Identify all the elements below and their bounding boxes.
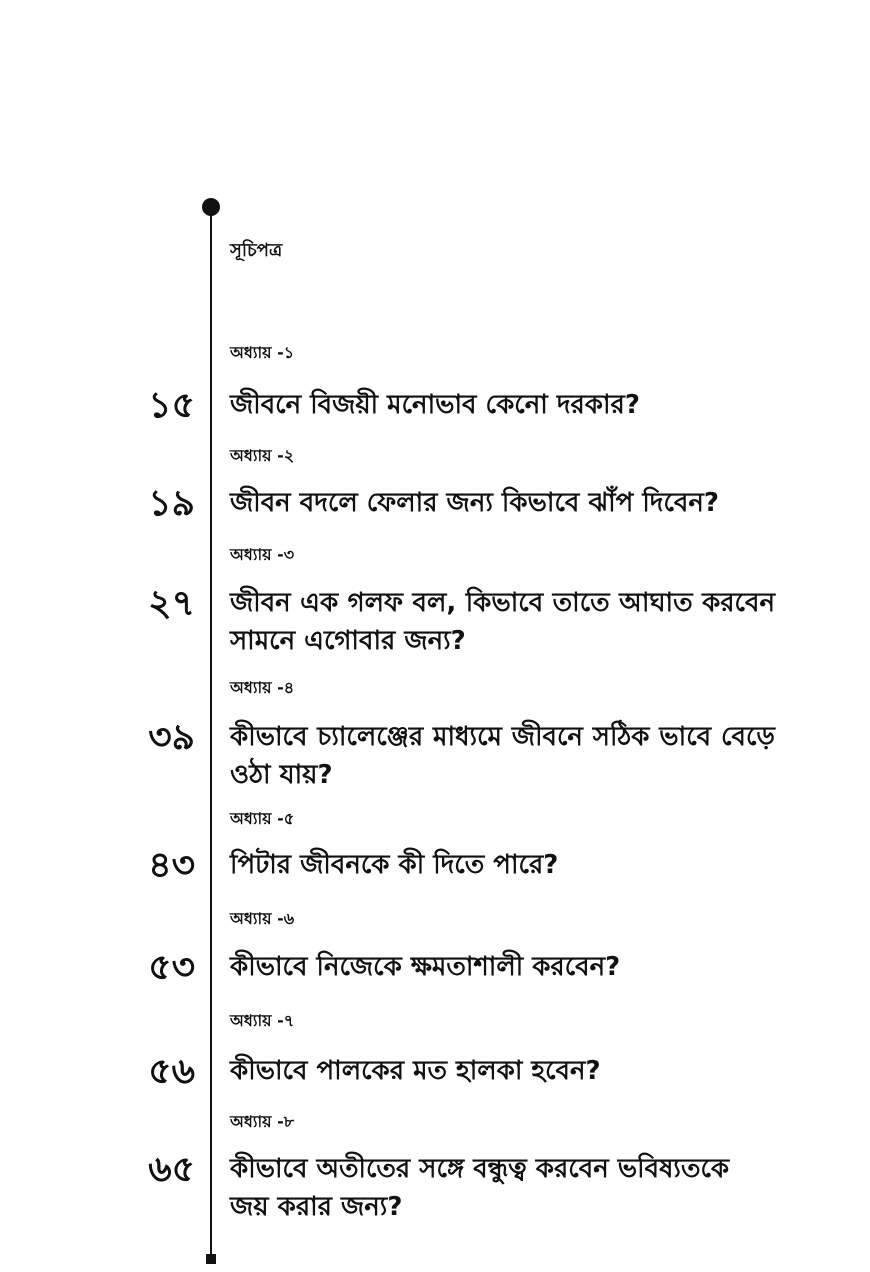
chapter-heading: পিটার জীবনকে কী দিতে পারে?: [230, 850, 559, 880]
page-number-text: ৫৬: [148, 1051, 195, 1092]
chapter-heading: জীবন এক গলফ বল, কিভাবে তাতে আঘাত করবেন সামনে এগোবার জন্য?: [230, 588, 775, 656]
page-number-text: ২৭: [148, 583, 195, 624]
chapter-heading: জীবন বদলে ফেলার জন্য কিভাবে ঝাঁপ দিবেন?: [230, 488, 719, 518]
rule-bottom-square: [206, 1254, 216, 1264]
page-number: [0, 386, 195, 426]
page-number-text: ৫৩: [148, 947, 195, 988]
chapter-label: অধ্যায় -৮: [230, 1112, 295, 1131]
chapter-label: অধ্যায় -৩: [230, 545, 295, 564]
page-number: [0, 846, 195, 886]
chapter-label: অধ্যায় -৫: [230, 809, 295, 828]
page-number-text: ৩৯: [148, 717, 195, 758]
chapter-heading: কীভাবে নিজেকে ক্ষমতাশালী করবেন?: [230, 952, 621, 982]
page-number-text: ৬৫: [148, 1149, 195, 1190]
page-number-text: ১৯: [148, 483, 195, 524]
toc-title: সূচিপত্র: [230, 240, 283, 261]
page-number: [0, 484, 195, 524]
rule-top-dot: [202, 198, 220, 216]
vertical-rule: [210, 206, 212, 1259]
page-number: [0, 584, 195, 624]
page-number-text: ৪৩: [148, 845, 195, 886]
chapter-heading: কীভাবে চ্যালেঞ্জের মাধ্যমে জীবনে সঠিক ভাবে বেড়ে ওঠা যায়?: [230, 722, 775, 790]
chapter-label: অধ্যায় -১: [230, 343, 295, 362]
chapter-heading: কীভাবে পালকের মত হালকা হবেন?: [230, 1056, 601, 1086]
chapter-label: অধ্যায় -৭: [230, 1011, 295, 1030]
page-number: [0, 718, 195, 758]
chapter-heading: কীভাবে অতীতের সঙ্গে বন্ধুত্ব করবেন ভবিষ্যতকে জয় করার জন্য?: [230, 1154, 730, 1222]
page-number-text: ১৫: [148, 385, 195, 426]
page-number: [0, 1052, 195, 1092]
chapter-label: অধ্যায় -৬: [230, 909, 295, 928]
chapter-heading: জীবনে বিজয়ী মনোভাব কেনো দরকার?: [230, 390, 640, 420]
page-number: [0, 948, 195, 988]
chapter-label: অধ্যায় -৪: [230, 678, 295, 697]
page-number: [0, 1150, 195, 1190]
chapter-label: অধ্যায় -২: [230, 446, 295, 465]
